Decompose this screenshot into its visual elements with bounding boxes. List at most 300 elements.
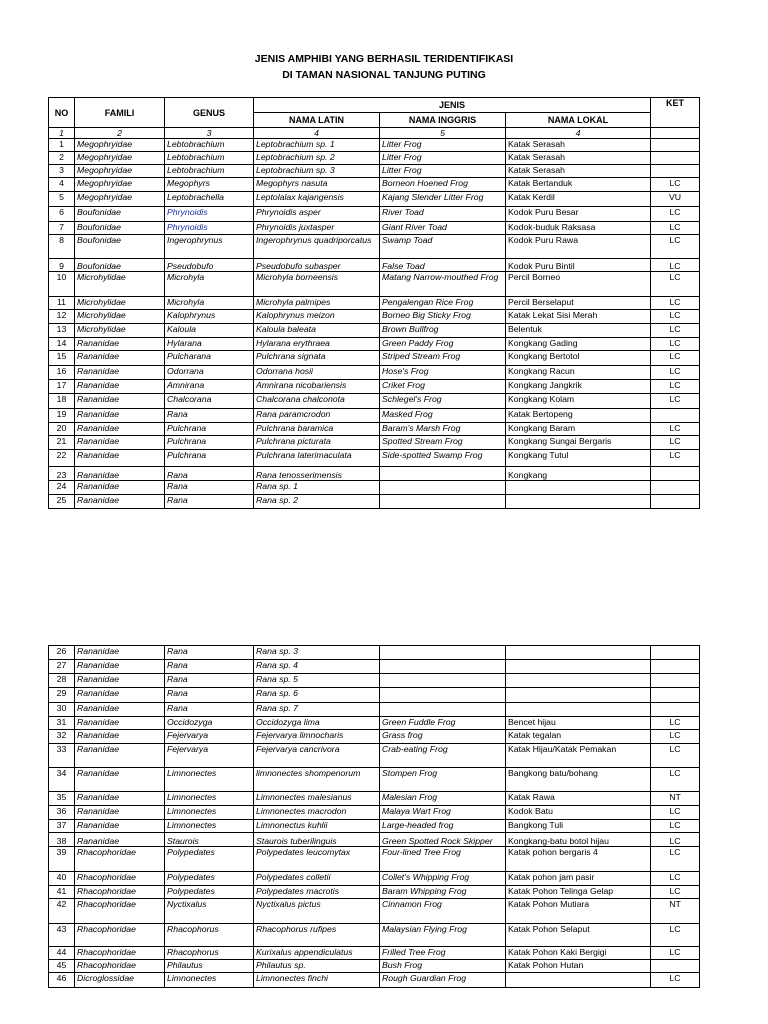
row-no: 5 [49,192,75,207]
row-nama-latin: Ingerophrynus quadriporcatus [254,235,380,259]
row-nama-latin: Rana sp. 6 [254,688,380,703]
row-nama-inggris [380,646,506,660]
row-nama-lokal: Kongkang Kolam [506,394,651,409]
row-nama-lokal: Kongkang Jangkrik [506,380,651,394]
row-nama-lokal: Katak Pohon Selaput [506,924,651,947]
row-nama-lokal [506,646,651,660]
row-nama-latin: Limnonectes macrodon [254,806,380,820]
header-no: NO [49,98,75,128]
row-ket: LC [651,324,700,338]
row-nama-latin: Polypedates macrotis [254,886,380,899]
row-nama-lokal: Kongkang Sungai Bergaris [506,436,651,450]
row-famili: Rananidae [75,730,165,744]
row-ket: LC [651,366,700,380]
row-nama-latin: Rana paramcrodon [254,409,380,423]
row-no: 3 [49,165,75,178]
row-famili: Rananidae [75,717,165,730]
row-ket [651,660,700,674]
row-no: 15 [49,351,75,366]
table-row [49,324,700,338]
header-nama-lokal: NAMA LOKAL [506,113,651,128]
row-famili: Rananidae [75,674,165,688]
row-nama-latin: Polypedates colletii [254,872,380,886]
row-famili: Rananidae [75,768,165,792]
table-row [49,833,700,847]
row-famili: Megophryidae [75,152,165,165]
document-title-line2: DI TAMAN NASIONAL TANJUNG PUTING [282,69,486,81]
row-nama-latin: Rana tenosserimensis [254,467,380,481]
row-no: 26 [49,646,75,660]
row-no: 28 [49,674,75,688]
row-ket: LC [651,744,700,768]
row-nama-lokal: Kongkang Racun [506,366,651,380]
row-genus: Microhyla [165,297,254,310]
row-famili: Dicroglossidae [75,973,165,988]
row-no: 23 [49,467,75,481]
row-famili: Megophryidae [75,178,165,192]
row-nama-inggris: Litter Frog [380,165,506,178]
row-famili: Microhylidae [75,272,165,297]
row-no: 34 [49,768,75,792]
row-nama-latin: Nyctixalus pictus [254,899,380,924]
row-genus: Fejervarya [165,744,254,768]
row-no: 30 [49,703,75,717]
table-row [49,467,700,481]
table-row [49,394,700,409]
row-nama-lokal: Kongkang Tutul [506,450,651,467]
row-famili: Megophryidae [75,165,165,178]
row-nama-lokal: Katak Serasah [506,152,651,165]
row-famili: Microhylidae [75,310,165,324]
row-no: 17 [49,380,75,394]
table-row [49,310,700,324]
row-nama-inggris: Malaysian Flying Frog [380,924,506,947]
row-genus: Rhacophorus [165,947,254,960]
row-genus: Staurois [165,833,254,847]
row-nama-lokal: Katak Bertopeng [506,409,651,423]
row-nama-inggris: Baram's Marsh Frog [380,423,506,436]
table-row [49,947,700,960]
row-no: 20 [49,423,75,436]
row-ket: LC [651,847,700,872]
row-nama-latin: Microhyla palmipes [254,297,380,310]
row-famili: Rananidae [75,833,165,847]
row-famili: Rananidae [75,820,165,833]
row-famili: Rananidae [75,366,165,380]
row-nama-inggris: Collet's Whipping Frog [380,872,506,886]
row-nama-lokal: Bencet hijau [506,717,651,730]
row-famili: Rananidae [75,646,165,660]
table-row [49,436,700,450]
row-nama-lokal [506,973,651,988]
row-genus: Rana [165,688,254,703]
table-row [49,495,700,509]
row-genus: Megophyrs [165,178,254,192]
table-row [49,366,700,380]
row-ket: LC [651,297,700,310]
row-nama-latin: Fejervarya limnocharis [254,730,380,744]
table-row [49,660,700,674]
row-no: 18 [49,394,75,409]
table-row [49,646,700,660]
row-nama-inggris: River Toad [380,207,506,222]
row-famili: Rananidae [75,703,165,717]
row-famili: Rhacophoridae [75,960,165,973]
row-genus: Odorrana [165,366,254,380]
row-famili: Rhacophoridae [75,947,165,960]
column-number: 3 [165,128,254,139]
table-row [49,730,700,744]
row-nama-inggris [380,674,506,688]
row-nama-inggris: Giant River Toad [380,222,506,235]
row-no: 46 [49,973,75,988]
row-nama-inggris [380,703,506,717]
row-nama-latin: Leptobrachium sp. 1 [254,139,380,152]
row-ket: LC [651,820,700,833]
row-no: 9 [49,259,75,272]
row-ket: LC [651,450,700,467]
row-no: 25 [49,495,75,509]
row-nama-latin: Kurixalus appendiculatus [254,947,380,960]
row-ket: LC [651,924,700,947]
row-genus: Limnonectes [165,792,254,806]
row-no: 29 [49,688,75,703]
row-no: 42 [49,899,75,924]
row-nama-lokal: Kongkang Bertotol [506,351,651,366]
row-no: 43 [49,924,75,947]
table-row [49,703,700,717]
row-genus: Pulcharana [165,351,254,366]
row-famili: Megophryidae [75,192,165,207]
row-nama-lokal: Katak Serasah [506,165,651,178]
row-genus: Rana [165,660,254,674]
row-nama-inggris: Malaya Wart Frog [380,806,506,820]
row-nama-lokal: Belentuk [506,324,651,338]
row-ket: NT [651,899,700,924]
table-row [49,259,700,272]
row-nama-lokal: Percil Berselaput [506,297,651,310]
row-ket: LC [651,351,700,366]
row-genus: Lebtobrachium [165,152,254,165]
row-famili: Boufonidae [75,207,165,222]
table-row [49,674,700,688]
table-row [49,139,700,152]
row-ket [651,960,700,973]
row-nama-inggris: Spotted Stream Frog [380,436,506,450]
row-nama-latin: Polypedates leucomytax [254,847,380,872]
row-nama-latin: Microhyla borneensis [254,272,380,297]
row-nama-latin: Hylarana erythraea [254,338,380,351]
column-number: 4 [254,128,380,139]
row-genus: Microhyla [165,272,254,297]
row-nama-inggris [380,467,506,481]
table-row [49,297,700,310]
table-row [49,450,700,467]
row-ket: LC [651,222,700,235]
row-ket [651,409,700,423]
row-famili: Megophryidae [75,139,165,152]
row-nama-latin: Philautus sp. [254,960,380,973]
row-nama-latin: Leptobrachium sp. 3 [254,165,380,178]
row-nama-inggris: Schlegel's Frog [380,394,506,409]
table-row [49,717,700,730]
row-genus: Kalophrynus [165,310,254,324]
row-nama-inggris: Litter Frog [380,152,506,165]
row-famili: Microhylidae [75,324,165,338]
row-famili: Rananidae [75,806,165,820]
table-row [49,768,700,792]
row-genus: Lebtobrachium [165,165,254,178]
row-genus: Leptobrachella [165,192,254,207]
table-row [49,924,700,947]
row-nama-inggris [380,660,506,674]
row-famili: Rhacophoridae [75,872,165,886]
species-table-part1 [48,97,700,509]
row-famili: Rananidae [75,409,165,423]
table-row [49,351,700,366]
row-nama-lokal [506,481,651,495]
row-nama-latin: Pulchrana baramica [254,423,380,436]
table-row [49,380,700,394]
row-no: 27 [49,660,75,674]
row-no: 8 [49,235,75,259]
row-nama-latin: Kaloula baleata [254,324,380,338]
row-nama-lokal: Katak pohon jam pasir [506,872,651,886]
row-ket: LC [651,272,700,297]
document-title-line1: JENIS AMPHIBI YANG BERHASIL TERIDENTIFIKASI [254,53,514,65]
row-nama-lokal: Katak Pohon Kaki Bergigi [506,947,651,960]
row-no: 19 [49,409,75,423]
row-nama-lokal: Katak tegalan [506,730,651,744]
row-nama-lokal: Kodok-buduk Raksasa [506,222,651,235]
row-no: 6 [49,207,75,222]
row-ket: LC [651,423,700,436]
row-no: 4 [49,178,75,192]
table-row [49,872,700,886]
row-nama-latin: Limnonectes malesianus [254,792,380,806]
row-nama-inggris: Kajang Slender Litter Frog [380,192,506,207]
row-nama-inggris: Pengalengan Rice Frog [380,297,506,310]
row-famili: Microhylidae [75,297,165,310]
row-famili: Rhacophoridae [75,899,165,924]
row-nama-inggris: Green Spotted Rock Skipper [380,833,506,847]
row-nama-lokal: Percil Borneo [506,272,651,297]
row-ket: LC [651,235,700,259]
header-jenis: JENIS [254,98,651,113]
row-ket: LC [651,717,700,730]
column-number: 4 [506,128,651,139]
row-nama-lokal: Katak pohon bergaris 4 [506,847,651,872]
row-genus: Polypedates [165,886,254,899]
row-famili: Rhacophoridae [75,847,165,872]
row-famili: Rananidae [75,436,165,450]
row-nama-inggris: Criket Frog [380,380,506,394]
row-no: 40 [49,872,75,886]
row-nama-inggris: Grass frog [380,730,506,744]
row-nama-latin: Fejervarya cancrivora [254,744,380,768]
row-famili: Rananidae [75,660,165,674]
header-nama-latin: NAMA LATIN [254,113,380,128]
row-no: 35 [49,792,75,806]
row-no: 16 [49,366,75,380]
row-nama-latin: Limnonectes finchi [254,973,380,988]
table-row [49,272,700,297]
row-nama-inggris [380,495,506,509]
row-genus: Ingerophrynus [165,235,254,259]
row-genus: Occidozyga [165,717,254,730]
row-no: 2 [49,152,75,165]
row-nama-inggris: Malesian Frog [380,792,506,806]
row-no: 38 [49,833,75,847]
row-nama-inggris: Frilled Tree Frog [380,947,506,960]
table-row [49,409,700,423]
row-nama-latin: Limnonectus kuhlii [254,820,380,833]
row-genus: Phrynoidis [165,207,254,222]
row-ket: LC [651,806,700,820]
row-ket: LC [651,310,700,324]
header-famili: FAMILI [75,98,165,128]
row-nama-lokal [506,688,651,703]
table-row [49,960,700,973]
row-nama-inggris: Swamp Toad [380,235,506,259]
table-row [49,222,700,235]
row-no: 33 [49,744,75,768]
row-nama-latin: Phrynoidis juxtasper [254,222,380,235]
row-genus: Pulchrana [165,450,254,467]
row-nama-lokal: Kodok Batu [506,806,651,820]
row-nama-latin: Rhacophorus rufipes [254,924,380,947]
row-genus: Rana [165,495,254,509]
row-ket [651,139,700,152]
column-number: 5 [380,128,506,139]
row-nama-inggris: Bush Frog [380,960,506,973]
row-ket [651,467,700,481]
row-ket [651,165,700,178]
row-ket [651,481,700,495]
row-ket [651,152,700,165]
row-nama-inggris: Side-spotted Swamp Frog [380,450,506,467]
row-genus: Polypedates [165,872,254,886]
row-nama-lokal: Kongkang Baram [506,423,651,436]
row-nama-inggris [380,481,506,495]
row-no: 7 [49,222,75,235]
row-ket [651,495,700,509]
table-row [49,152,700,165]
row-no: 45 [49,960,75,973]
row-famili: Rananidae [75,792,165,806]
table-row [49,973,700,988]
row-ket: LC [651,380,700,394]
row-nama-lokal: Katak Pohon Hutan [506,960,651,973]
row-famili: Rananidae [75,351,165,366]
row-genus: Polypedates [165,847,254,872]
row-nama-latin: Pulchrana picturata [254,436,380,450]
row-famili: Rananidae [75,423,165,436]
row-nama-lokal: Kodok Puru Besar [506,207,651,222]
row-no: 10 [49,272,75,297]
row-nama-inggris: Green Fuddle Frog [380,717,506,730]
table-row [49,481,700,495]
row-nama-inggris: Cinnamon Frog [380,899,506,924]
row-genus: Limnonectes [165,820,254,833]
row-no: 1 [49,139,75,152]
row-nama-latin: Staurois tuberilinguis [254,833,380,847]
species-table-part2 [48,645,700,988]
row-ket [651,646,700,660]
row-genus: Amnirana [165,380,254,394]
row-no: 24 [49,481,75,495]
row-ket: LC [651,886,700,899]
row-genus: Chalcorana [165,394,254,409]
row-nama-latin: Rana sp. 2 [254,495,380,509]
row-ket: LC [651,394,700,409]
row-ket: LC [651,833,700,847]
row-no: 21 [49,436,75,450]
row-nama-inggris: Stompen Frog [380,768,506,792]
row-nama-lokal: Bangkong Tuli [506,820,651,833]
row-nama-latin: Occidozyga lima [254,717,380,730]
row-nama-inggris: Hose's Frog [380,366,506,380]
table-row [49,806,700,820]
table-row [49,886,700,899]
row-famili: Rananidae [75,394,165,409]
row-nama-latin: limnonectes shompenorum [254,768,380,792]
column-number: 1 [49,128,75,139]
row-genus: Rana [165,674,254,688]
row-famili: Rananidae [75,380,165,394]
row-nama-inggris: Four-lined Tree Frog [380,847,506,872]
row-nama-latin: Pseudobufo subasper [254,259,380,272]
row-nama-lokal: Katak Pohon Telinga Gelap [506,886,651,899]
row-nama-lokal [506,495,651,509]
row-nama-latin: Phrynoidis asper [254,207,380,222]
row-no: 37 [49,820,75,833]
row-famili: Boufonidae [75,222,165,235]
row-nama-inggris: Borneo Big Sticky Frog [380,310,506,324]
row-nama-lokal: Kongkang [506,467,651,481]
table-row [49,207,700,222]
row-no: 41 [49,886,75,899]
row-genus: Rhacophorus [165,924,254,947]
table-row [49,792,700,806]
row-genus: Pseudobufo [165,259,254,272]
row-nama-latin: Rana sp. 4 [254,660,380,674]
row-nama-latin: Rana sp. 3 [254,646,380,660]
row-nama-latin: Pulchrana signata [254,351,380,366]
row-nama-lokal: Kongkang-batu botol hijau [506,833,651,847]
row-nama-inggris: Masked Frog [380,409,506,423]
row-nama-inggris: Brown Bullfrog [380,324,506,338]
row-nama-inggris: False Toad [380,259,506,272]
row-nama-inggris: Green Paddy Frog [380,338,506,351]
row-genus: Pulchrana [165,423,254,436]
row-nama-lokal: Kongkang Gading [506,338,651,351]
row-nama-lokal: Katak Lekat Sisi Merah [506,310,651,324]
row-nama-latin: Amnirana nicobariensis [254,380,380,394]
row-nama-latin: Megophyrs nasuta [254,178,380,192]
row-genus: Hylarana [165,338,254,351]
row-nama-lokal: Kodok Puru Bintil [506,259,651,272]
row-famili: Boufonidae [75,259,165,272]
row-genus: Fejervarya [165,730,254,744]
row-nama-inggris: Borneon Hoened Frog [380,178,506,192]
row-genus: Nyctixalus [165,899,254,924]
row-famili: Rananidae [75,688,165,703]
row-genus: Kaloula [165,324,254,338]
row-nama-inggris: Striped Stream Frog [380,351,506,366]
row-no: 22 [49,450,75,467]
row-no: 11 [49,297,75,310]
